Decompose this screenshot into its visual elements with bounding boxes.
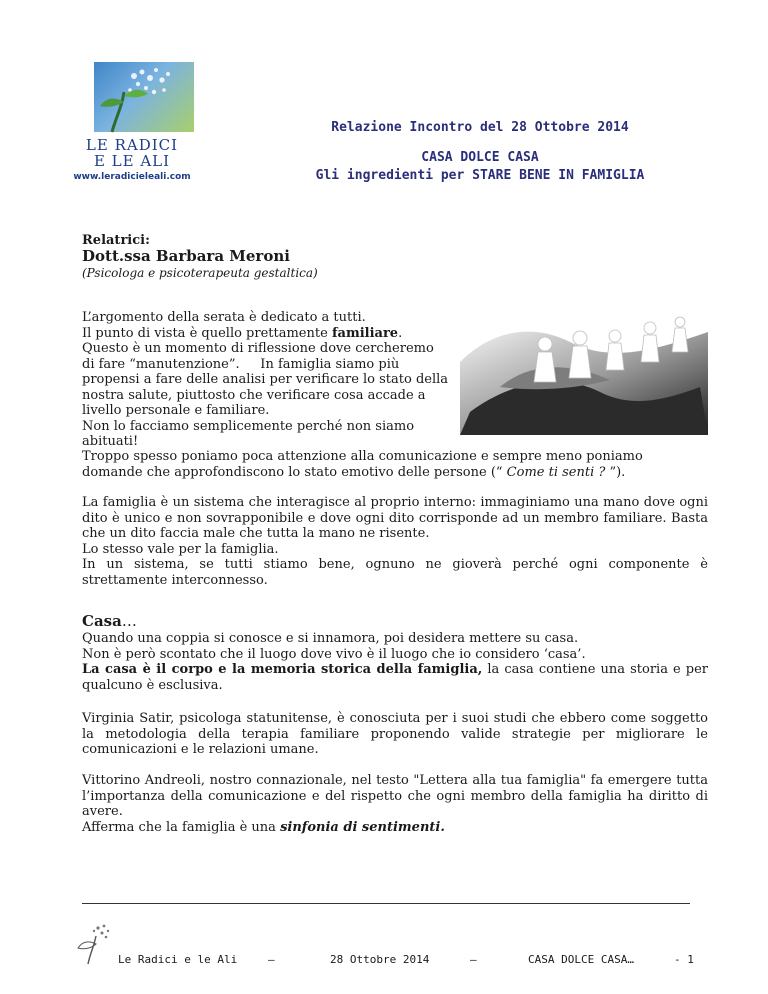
andreoli-emphasis: sinfonia di sentimenti. — [280, 819, 445, 835]
casa-line — [82, 662, 708, 693]
logo — [64, 62, 200, 184]
intro-line — [82, 326, 452, 342]
footer-title: CASA DOLCE CASA… — [528, 953, 634, 966]
casa-heading — [82, 614, 708, 630]
footer-org: Le Radici e le Ali — [118, 953, 238, 966]
intro-text: . — [398, 325, 403, 341]
logo-url[interactable]: www.leradicieleali.com — [73, 172, 191, 182]
intro-emphasis: familiare — [331, 325, 399, 341]
tree-with-leaves-logo-icon — [94, 62, 194, 134]
intro-paragraph — [82, 310, 452, 450]
casa-heading-suffix: … — [121, 612, 137, 630]
speaker-role: (Psicologa e psicoterapeuta gestaltica) — [82, 266, 318, 280]
casa-line: Quando una coppia si conosce e si innamora, poi desidera mettere su casa. — [82, 631, 579, 646]
andreoli-line — [82, 820, 708, 836]
intro-line — [82, 465, 708, 481]
intro-text: domande che approfondiscono lo stato emotivo delle persone (“ — [82, 464, 507, 480]
speaker-name: Dott.ssa Barbara Meroni — [82, 247, 290, 265]
event-subtitle: Gli ingredienti per STARE BENE IN FAMIGLIA — [315, 168, 645, 183]
event-title: CASA DOLCE CASA — [421, 150, 539, 165]
casa-heading-text: Casa — [82, 612, 122, 630]
footer-separator: – — [470, 953, 477, 966]
footer-divider — [82, 903, 690, 904]
intro-line: Questo è un momento di riflessione dove cercheremo — [82, 341, 434, 356]
logo-title-line2: E LE ALI — [93, 152, 171, 170]
footer-separator: – — [268, 953, 275, 966]
intro-continuation — [82, 449, 708, 480]
intro-line: Non lo facciamo semplicemente perché non siamo — [82, 418, 415, 434]
casa-line: Non è però scontato che il luogo dove vivo è il luogo che io considero ‘casa’. — [82, 646, 586, 662]
intro-line: propensi a fare delle analisi per verificare lo stato della — [82, 372, 449, 387]
logo-title-line1: LE RADICI — [85, 136, 179, 154]
andreoli-text: Afferma che la famiglia è una — [82, 819, 281, 835]
intro-line: livello personale e familiare. — [82, 403, 270, 418]
footer-date: 28 Ottobre 2014 — [330, 953, 430, 966]
casa-emphasis: La casa è il corpo e la memoria storica della famiglia, — [82, 662, 483, 677]
intro-line: Troppo spesso poniamo poca attenzione alla comunicazione e sempre meno poniamo — [82, 449, 643, 464]
casa-paragraph — [82, 631, 708, 693]
intro-text: Il punto di vista è quello prettamente — [82, 325, 332, 341]
intro-quote: Come ti senti ? — [506, 464, 610, 480]
report-title: Relazione Incontro del 28 Ottobre 2014 — [331, 120, 629, 135]
intro-text: ”). — [609, 464, 626, 480]
intro-line: L’argomento della serata è dedicato a tutti. — [82, 310, 366, 325]
small-tree-logo-icon — [74, 920, 114, 966]
andreoli-text: Vittorino Andreoli, nostro connazionale, nel testo "Lettera alla tua famiglia" fa emergere tutta l’importanza della comunicazione e del rispetto che ogni membro della famiglia ha diritto di avere. — [82, 773, 708, 819]
family-text: La famiglia è un sistema che interagisce al proprio interno: immaginiamo una mano dove ogni dito è unico e non sovrapponibile e dove ogni dito corrisponde ad un membro familiare. Basta che un dito faccia male che tutta la mano ne risente. — [82, 495, 708, 541]
speaker-label: Relatrici: — [82, 233, 150, 248]
intro-line: nostra salute, piuttosto che verificare cosa accade a — [82, 387, 426, 403]
intro-line: di fare “manutenzione”. In famiglia siamo più — [82, 356, 400, 372]
family-text: In un sistema, se tutti stiamo bene, ognuno ne gioverà perché ogni componente è strettamente interconnesso. — [82, 557, 708, 588]
footer-page-number: - 1 — [674, 953, 694, 966]
andreoli-paragraph — [82, 773, 708, 835]
intro-line: abituati! — [82, 434, 139, 449]
satir-paragraph: Virginia Satir, psicologa statunitense, è conosciuta per i suoi studi che ebbero come soggetto la metodologia della terapia familiare proponendo valide strategie per migliorare le comunicazioni e le relazioni umane. — [82, 711, 708, 757]
family-paragraph — [82, 495, 708, 588]
family-text: Lo stesso vale per la famiglia. — [82, 541, 279, 557]
casa-text: la casa contiene una storia e per qualcuno è esclusiva. — [82, 662, 709, 693]
hands-holding-paper-family-image — [460, 292, 708, 435]
